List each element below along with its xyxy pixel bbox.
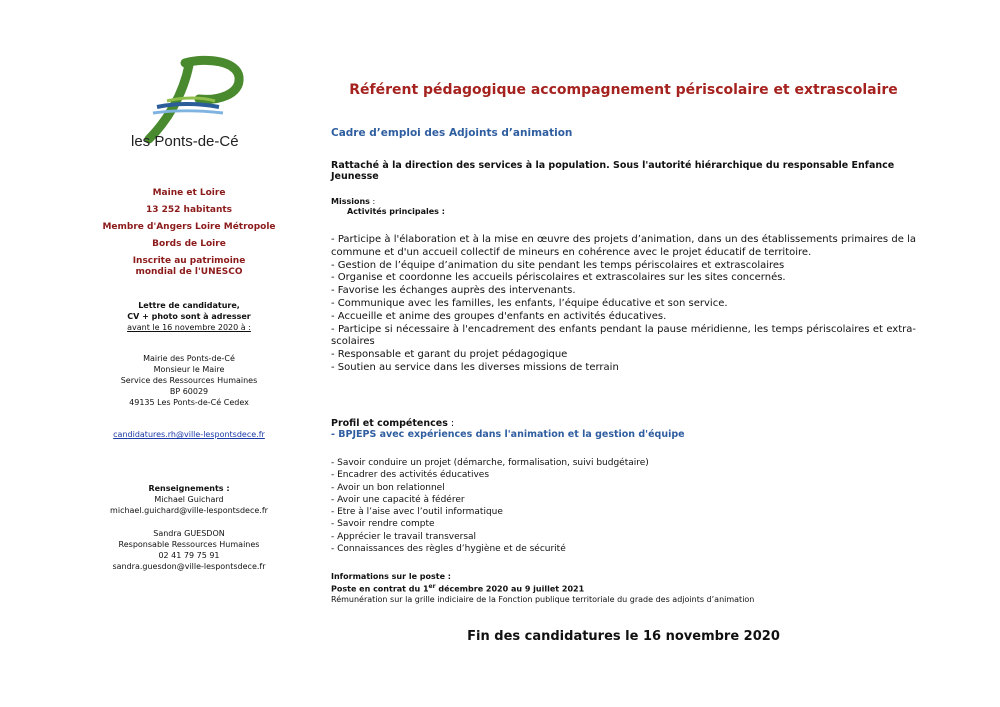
list-item: - Savoir conduire un projet (démarche, formalisation, suivi budgétaire)	[331, 458, 649, 468]
region: Maine et Loire	[152, 188, 226, 198]
list-item: - Participe si nécessaire à l'encadrement des enfants pendant la pause méridienne, les temps périscolaires et extra-scolaires	[331, 323, 916, 348]
list-item: - Etre à l’aise avec l’outil informatique	[331, 507, 503, 518]
apply-line2: CV + photo sont à adresser	[127, 312, 251, 321]
address-line: Mairie des Ponts-de-Cé	[143, 354, 235, 363]
salary: Rémunération sur la grille indiciaire de la Fonction publique territoriale du grade des adjoints d’animation	[331, 594, 755, 604]
list-item: - Participe à l'élaboration et à la mise en œuvre des projets d’animation, dans un des établissements primaires de la commune et d'un accueil collectif de mineurs en cohérence avec le projet éducatif de territoire.	[331, 234, 916, 258]
city-facts	[80, 185, 298, 278]
location: Bords de Loire	[152, 239, 226, 249]
list-item: - Favorise les échanges auprès des intervenants.	[331, 285, 576, 297]
list-item: - Gestion de l’équipe d’animation du site pendant les temps périscolaires et extrascolaires	[331, 259, 785, 271]
email-row	[80, 422, 298, 441]
missions-colon: :	[369, 197, 376, 206]
activities-label: Activités principales :	[347, 207, 445, 216]
contact-name: Sandra GUESDON	[153, 529, 225, 538]
list-item: - Connaissances des règles d’hygiène et de sécurité	[331, 544, 566, 555]
membership: Membre d'Angers Loire Métropole	[102, 222, 276, 232]
list-item: - Accueille et anime des groupes d'enfants en activités éducatives.	[331, 310, 667, 322]
contract-dates	[331, 582, 931, 595]
post-info	[331, 572, 931, 605]
list-item: - Savoir rendre compte	[331, 519, 435, 530]
address-line: BP 60029	[169, 387, 209, 396]
logo-p-icon	[127, 55, 257, 145]
apply-deadline: avant le 16 novembre 2020 à :	[127, 323, 251, 332]
info-heading: Renseignements :	[148, 484, 230, 493]
contact-phone: 02 41 79 75 91	[158, 551, 220, 560]
population: 13 252 habitants	[145, 205, 233, 215]
address-line: Monsieur le Maire	[153, 365, 225, 374]
post-info-label: Informations sur le poste :	[331, 572, 451, 581]
list-item: - Avoir une capacité à fédérer	[331, 494, 465, 505]
unesco-line1: Inscrite au patrimoine	[132, 256, 246, 266]
contract-post: décembre 2020 au 9 juillet 2021	[435, 584, 585, 594]
contacts	[80, 483, 298, 572]
contact-name: Michael Guichard	[154, 495, 224, 504]
unesco-line2: mondial de l'UNESCO	[135, 267, 243, 277]
address-line: 49135 Les Ponts-de-Cé Cedex	[129, 398, 249, 407]
job-cadre: Cadre d’emploi des Adjoints d’animation	[331, 127, 573, 139]
profile-colon: :	[447, 418, 455, 429]
missions	[331, 197, 445, 217]
contract-pre: Poste en contrat du 1	[331, 584, 429, 594]
attachment: Rattaché à la direction des services à la population. Sous l'autorité hiérarchique du responsable Enfance Jeunesse	[331, 160, 895, 182]
list-item: - Apprécier le travail transversal	[331, 531, 477, 542]
address-line: Service des Ressources Humaines	[120, 376, 258, 385]
unesco	[80, 256, 298, 278]
list-item: - Responsable et garant du projet pédagogique	[331, 349, 568, 361]
contact-email: sandra.guesdon@ville-lespontsdece.fr	[112, 562, 266, 571]
logo-text: les Ponts-de-Cé	[131, 133, 239, 150]
profile	[331, 418, 916, 440]
contract-sup: er	[428, 583, 436, 590]
logo	[109, 55, 269, 155]
apply-line1: Lettre de candidature,	[138, 301, 240, 310]
deadline: Fin des candidatures le 16 novembre 2020	[467, 629, 780, 644]
profile-highlight: - BPJEPS avec expériences dans l'animation et la gestion d'équipe	[331, 429, 685, 440]
application-email-link[interactable]: candidatures.rh@ville-lespontsdece.fr	[113, 430, 265, 439]
activities-list	[331, 234, 916, 375]
postal-address	[80, 353, 298, 408]
skills-list	[331, 457, 916, 555]
list-item: - Encadrer des activités éducatives	[331, 470, 490, 481]
list-item: - Avoir un bon relationnel	[331, 482, 445, 493]
job-title: Référent pédagogique accompagnement périscolaire et extrascolaire	[349, 82, 898, 98]
list-item: - Communique avec les familles, les enfants, l’équipe éducative et son service.	[331, 297, 728, 309]
list-item: - Soutien au service dans les diverses missions de terrain	[331, 361, 619, 373]
list-item: - Organise et coordonne les accueils périscolaires et extrascolaires sur les sites concernés.	[331, 272, 786, 284]
sidebar	[80, 55, 298, 572]
missions-label: Missions	[331, 197, 370, 206]
profile-label: Profil et compétences	[331, 418, 448, 429]
application-instructions	[80, 300, 298, 333]
contact-role: Responsable Ressources Humaines	[118, 540, 260, 549]
contact-email: michael.guichard@ville-lespontsdece.fr	[110, 506, 268, 515]
